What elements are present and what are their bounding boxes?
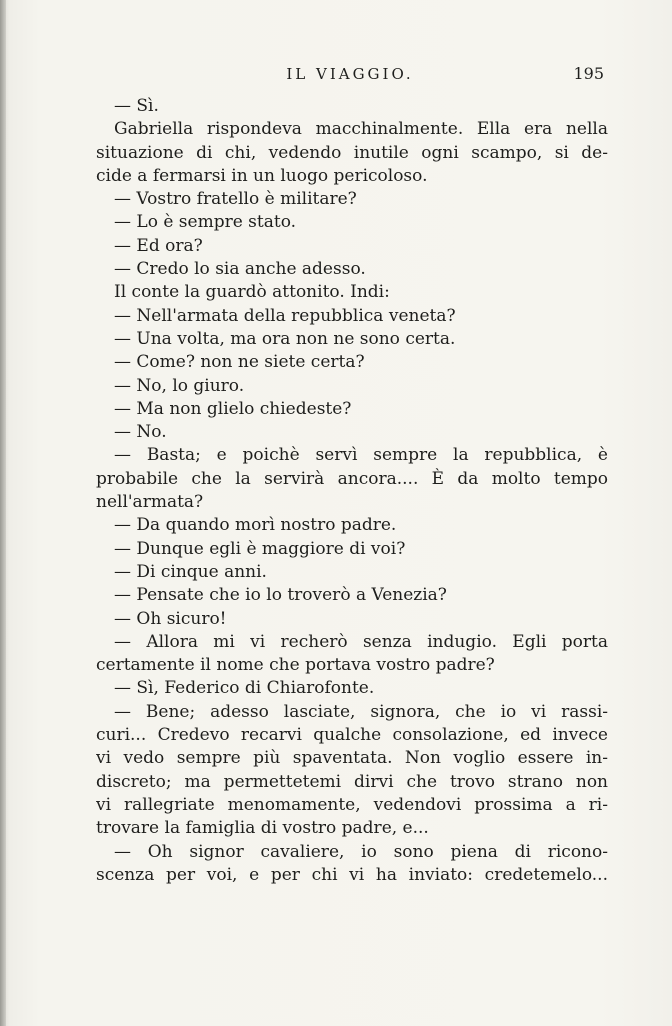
text-line: — Allora mi vi recherò senza indugio. Egli porta [114,631,608,652]
text-line: scenza per voi, e per chi vi ha inviato: credetemelo... [96,864,608,885]
text-line: certamente il nome che portava vostro padre? [96,655,495,676]
text-line: situazione di chi, vedendo inutile ogni scampo, si de- [96,142,608,163]
body-text [96,95,608,887]
text-line: Il conte la guardò attonito. Indi: [114,282,390,303]
page-number: 195 [573,64,604,83]
text-line: — Credo lo sia anche adesso. [114,259,366,280]
text-line: — Una volta, ma ora non ne sono certa. [114,328,456,349]
text-line: — Lo è sempre stato. [114,212,297,233]
running-title: IL VIAGGIO. [286,65,414,83]
text-line: — Oh sicuro! [114,608,227,629]
text-line: Gabriella rispondeva macchinalmente. Ella era nella [114,119,608,140]
text-line: — No. [114,422,167,443]
text-line: — Pensate che io lo troverò a Venezia? [114,585,447,606]
text-line: — No, lo giuro. [114,375,245,396]
text-line: — Oh signor cavaliere, io sono piena di ricono- [114,841,608,862]
text-line: probabile che la servirà ancora.... È da molto tempo [96,468,608,489]
text-line: — Da quando morì nostro padre. [114,515,397,536]
text-line: — Nell'armata della repubblica veneta? [114,305,456,326]
text-line: — Vostro fratello è militare? [114,189,357,210]
page-spine-shadow [0,0,6,1026]
text-line: vi rallegriate menomamente, vedendovi prossima a ri- [96,794,608,815]
text-line: — Sì, Federico di Chiarofonte. [114,678,375,699]
text-line: curi... Credevo recarvi qualche consolazione, ed invece [96,725,608,746]
text-line: — Basta; e poichè servì sempre la repubblica, è [114,445,608,466]
text-line: vi vedo sempre più spaventata. Non voglio essere in- [96,748,608,769]
text-line: — Sì. [114,96,159,116]
text-line: — Ed ora? [114,235,203,256]
text-line: — Bene; adesso lasciate, signora, che io vi rassi- [114,701,608,722]
text-line: — Dunque egli è maggiore di voi? [114,538,406,559]
text-line: nell'armata? [96,492,204,513]
text-line: cide a fermarsi in un luogo pericoloso. [96,165,428,186]
text-line: — Di cinque anni. [114,561,267,582]
text-line: discreto; ma permettetemi dirvi che trovo strano non [96,771,608,792]
text-line: — Come? non ne siete certa? [114,352,365,373]
page-header [96,62,604,86]
text-line: — Ma non glielo chiedeste? [114,398,352,419]
text-line: trovare la famiglia di vostro padre, e... [96,818,429,839]
